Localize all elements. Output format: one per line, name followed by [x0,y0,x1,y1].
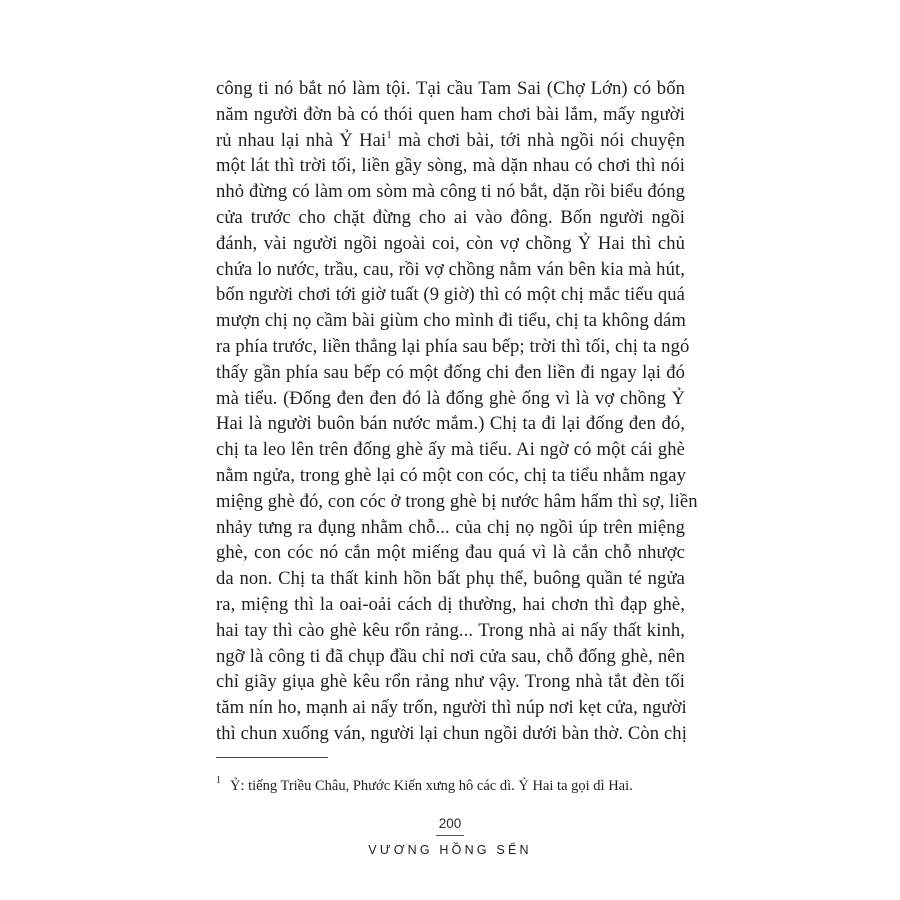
text-line: da non. Chị ta thất kinh hồn bất phụ thể, buông quần té ngửa [216,568,685,590]
text-line: nhỏ đừng có làm om sòm mà công ti nó bắt, dặn rồi biểu đóng [216,181,685,203]
text-line: miệng ghè đó, con cóc ở trong ghè bị nước hâm hẩm thì sợ, liền [216,490,698,512]
text-line: mượn chị nọ cầm bài giùm cho mình đi tiểu, chị ta không dám [216,310,686,332]
footnote-reference[interactable]: 1 [386,128,392,141]
text-line: đánh, vài người ngồi ngoài coi, còn vợ chồng Ỷ Hai thì chủ [216,232,685,254]
text-line: thì chun xuống ván, người lại chun ngồi dưới bàn thờ. Còn chị [216,722,687,744]
footnote-number: 1 [216,775,221,786]
text-line: mà tiểu. (Đống đen đen đó là đống ghè ống vì là vợ chồng Ỷ [216,387,685,409]
text-line: tăm nín ho, mạnh ai nấy trốn, người thì núp nơi kẹt cửa, người [216,697,687,719]
text-line: ngỡ là công ti đã chụp đầu chỉ nơi cửa sau, chỗ đống ghè, nên [216,645,685,667]
text-line: thấy gần phía sau bếp có một đống chi đen liền đi ngay lại đó [216,361,685,383]
text-line-end: mà chơi bài, tới nhà ngồi nói chuyện [391,129,685,151]
page-number-underline [436,835,464,836]
text-line-with-footnote-ref [216,128,685,154]
text-line: nhảy tưng ra đụng nhằm chỗ... của chị nọ ngồi úp trên miệng [216,516,685,538]
text-line: chứa lo nước, trầu, cau, rồi vợ chồng nằm ván bên kia mà hút, [216,258,685,280]
text-line-start: rủ nhau lại nhà Ỷ Hai [216,129,387,151]
text-line: hai tay thì cào ghè kêu rổn rảng... Trong nhà ai nấy thất kinh, [216,619,685,641]
text-line: một lát thì trời tối, liền gầy sòng, mà dặn nhau có chơi thì nói [216,155,685,177]
footnote-divider [216,757,328,758]
text-line: nằm ngửa, trong ghè lại có một con cóc, chị ta tiểu nhằm ngay [216,464,687,486]
body-text [216,76,698,747]
text-line: Hai là người buôn bán nước mắm.) Chị ta đi lại đống đen đó, [216,413,685,435]
text-line: chỉ giãy giụa ghè kêu rổn rảng như vậy. Trong nhà tắt đèn tối [216,671,685,693]
text-line: năm người đờn bà có thói quen ham chơi bài lắm, mấy người [216,103,685,125]
text-line: bốn người chơi tới giờ tuất (9 giờ) thì có một chị mắc tiểu quá [216,284,685,306]
footnote [216,770,633,797]
text-line: cửa trước cho chặt đừng cho ai vào đông. Bốn người ngồi [216,206,685,228]
footnote-text: Ỷ: tiếng Triều Châu, Phước Kiến xưng hô các dì. Ỷ Hai ta gọi dì Hai. [230,778,633,794]
running-footer-author: VƯƠNG HỒNG SỂN [368,843,532,857]
text-line: ra, miệng thì la oai-oải cách dị thường, hai chơn thì đạp ghè, [216,593,685,615]
text-line: ghè, con cóc nó cắn một miếng đau quá vì là cắn chỗ nhược [216,542,685,564]
text-line: chị ta leo lên trên đống ghè ấy mà tiểu. Ai ngờ có một cái ghè [216,439,685,461]
text-line: công ti nó bắt nó làm tội. Tại cầu Tam Sai (Chợ Lớn) có bốn [216,78,685,99]
text-line: ra phía trước, liền thẳng lại phía sau bếp; trời thì tối, chị ta ngó [216,335,690,357]
page-number: 200 [438,816,462,831]
